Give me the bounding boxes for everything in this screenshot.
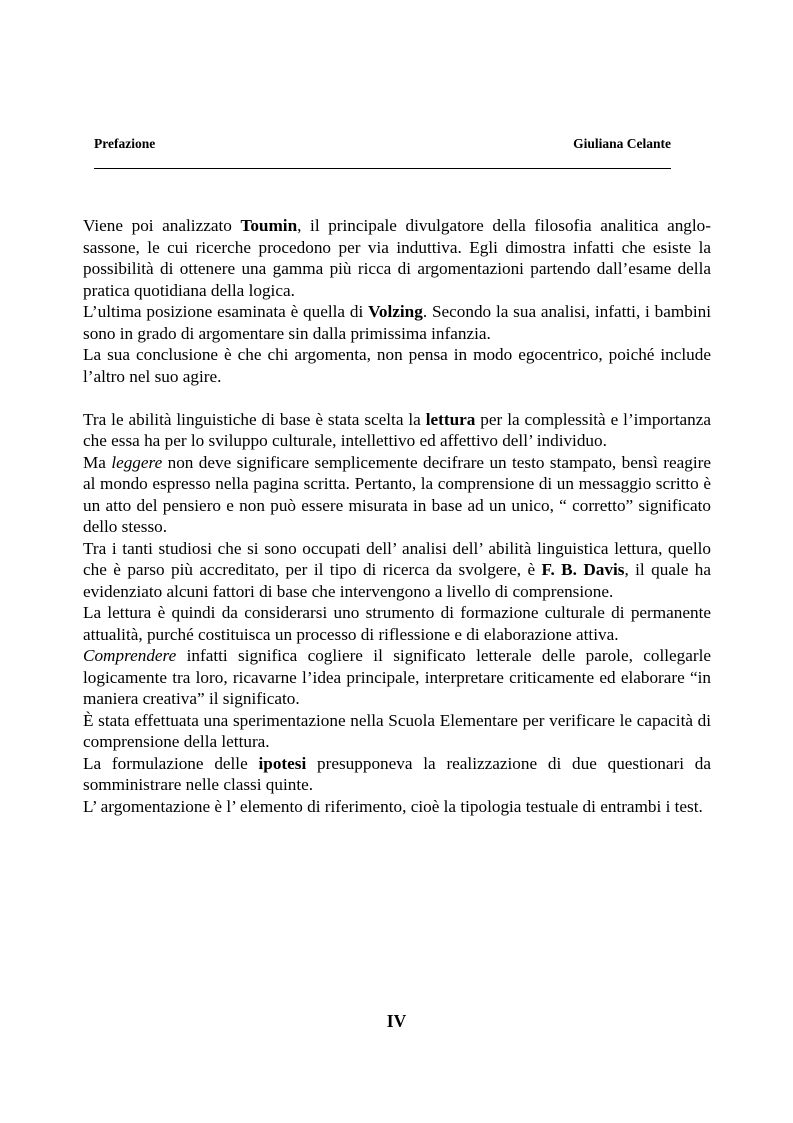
bold-term-lettura: lettura xyxy=(425,409,476,429)
paragraph-lettura: Tra le abilità linguistiche di base è stata scelta la lettura per la complessità e l’importanza che essa ha per lo sviluppo culturale, intellettivo ed affettivo dell’ individuo. xyxy=(83,409,711,450)
paragraph-toumin: Viene poi analizzato Toumin, il principale divulgatore della filosofia analitica anglo-sassone, le cui ricerche procedono per via induttiva. Egli dimostra infatti che esiste la possibilità di ottenere una gamma più ricca di argomentazioni partendo dall’esame della pratica quotidiana della logica. xyxy=(83,216,711,300)
paragraph-comprendere: Comprendere infatti significa cogliere il significato letterale delle parole, collegarle logicamente tra loro, ricavarne l’idea principale, interpretare criticamente ed elaborare “in maniera creativa” il significato. xyxy=(83,646,711,708)
bold-term-ipotesi: ipotesi xyxy=(258,753,307,773)
paragraph-argomentazione: L’ argomentazione è l’ elemento di riferimento, cioè la tipologia testuale di entrambi i test. xyxy=(83,796,703,816)
page-header xyxy=(94,136,671,156)
bold-term-davis: F. B. Davis xyxy=(541,560,625,579)
paragraph-volzing: L’ultima posizione esaminata è quella di Volzing. Secondo la sua analisi, infatti, i bambini sono in grado di argomentare sin dalla primissima infanzia. xyxy=(83,302,711,343)
paragraph-formazione: La lettura è quindi da considerarsi uno strumento di formazione culturale di permanente attualità, purché costituisca un processo di riflessione e di elaborazione attiva. xyxy=(83,603,711,644)
paragraph-davis: Tra i tanti studiosi che si sono occupati dell’ analisi dell’ abilità linguistica lettura, quello che è parso più accreditato, per il tipo di ricerca da svolgere, è F. B. Davis, il quale ha evidenziato alcuni fattori di base che intervengono a livello di comprensione. xyxy=(83,538,711,601)
paragraph-sperimentazione: È stata effettuata una sperimentazione nella Scuola Elementare per verificare le capacità di comprensione della lettura. xyxy=(83,710,711,751)
italic-term-leggere: leggere xyxy=(111,452,163,472)
paragraph-gap xyxy=(83,387,711,409)
bold-term-volzing: Volzing xyxy=(368,302,423,321)
page-number: IV xyxy=(386,1011,407,1031)
paragraph-ipotesi: La formulazione delle ipotesi presupponeva la realizzazione di due questionari da somministrare nelle classi quinte. xyxy=(83,753,711,794)
header-section-title: Prefazione xyxy=(94,136,156,151)
paragraph-leggere: Ma leggere non deve significare semplicemente decifrare un testo stampato, bensì reagire al mondo espresso nella pagina scritta. Pertanto, la comprensione di un messaggio scritto è un atto del pensiero e non può essere misurata in base ad un unico, “ corretto” significato dello stesso. xyxy=(83,452,711,536)
bold-term-toumin: Toumin xyxy=(240,216,298,235)
italic-term-comprendere: Comprendere xyxy=(83,646,177,665)
header-rule xyxy=(94,168,671,169)
paragraph-conclusione: La sua conclusione è che chi argomenta, non pensa in modo egocentrico, poiché include l’altro nel suo agire. xyxy=(83,345,711,386)
header-author: Giuliana Celante xyxy=(573,136,671,151)
body-text xyxy=(83,215,711,817)
